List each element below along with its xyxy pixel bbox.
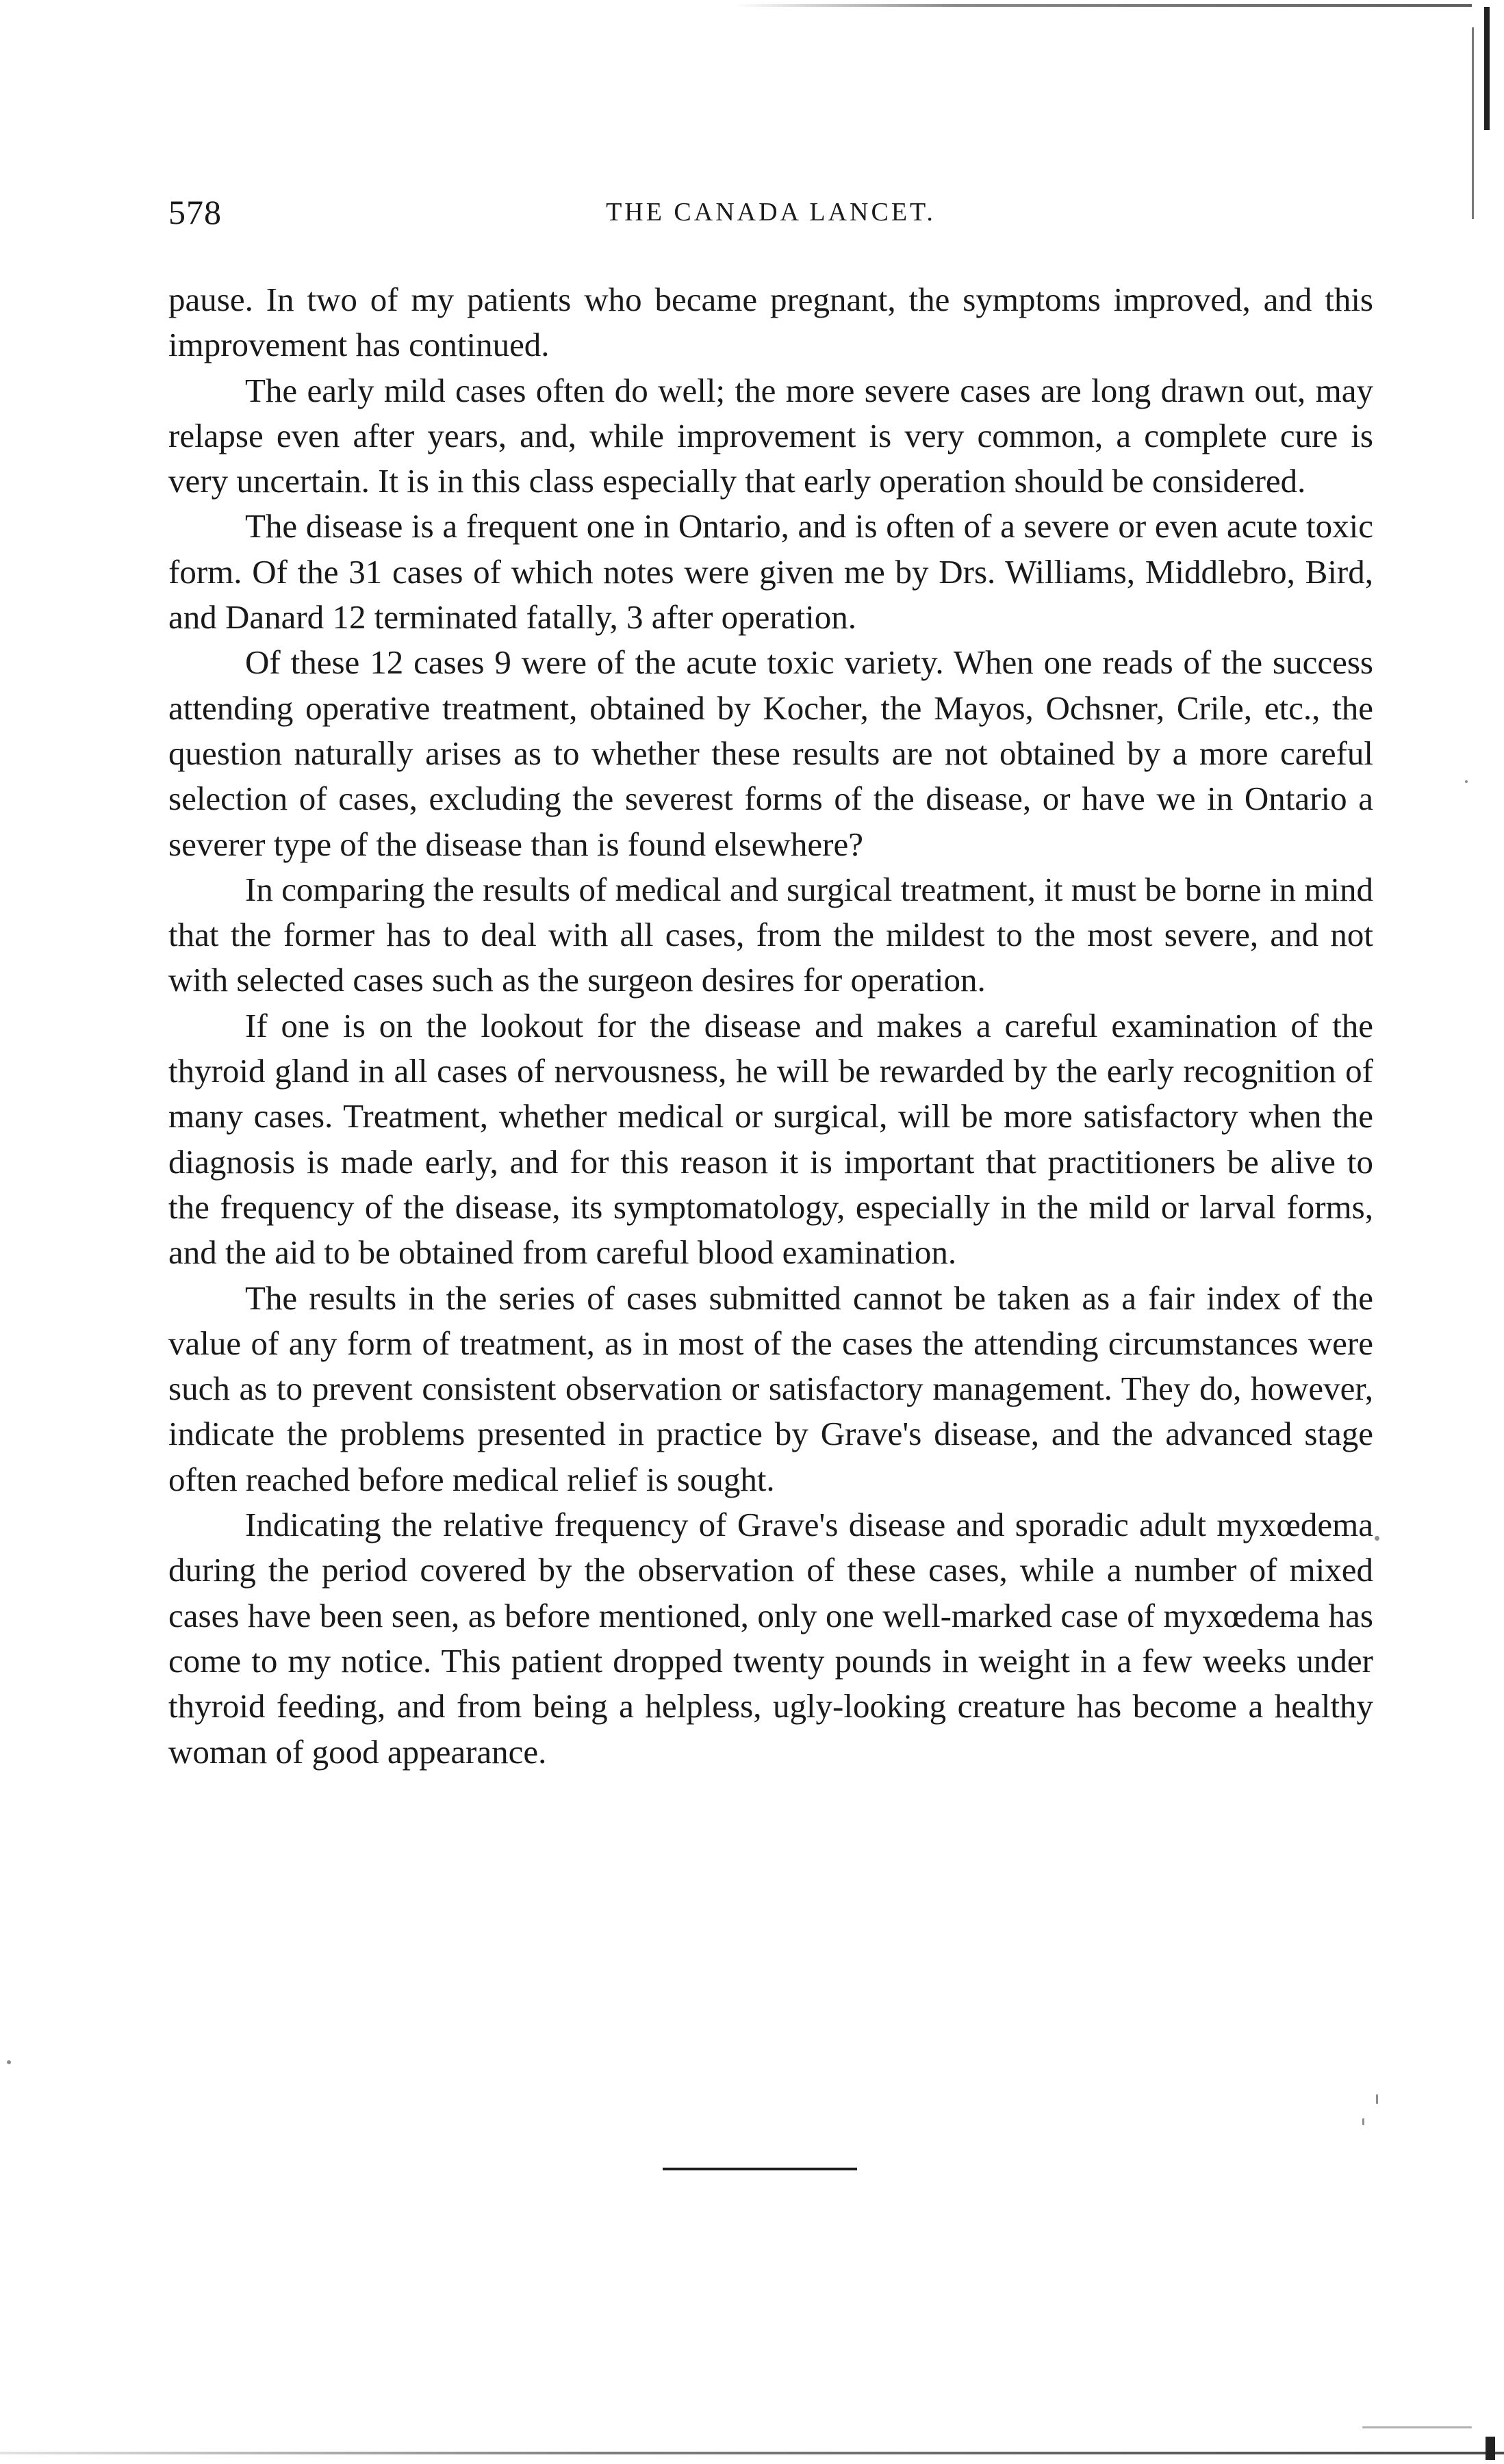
paragraph-8: Indicating the relative frequency of Grave's disease and sporadic adult myxœdema during the period covered by the observation of these cases, while a number of mixed cases have been seen, as before mentioned, only one well-marked case of myxœdema has come to my notice. This patient dropped twenty pounds in weight in a few weeks under thyroid feeding, and from being a helpless, ugly-looking creature has become a healthy woman of good appearance.	[168, 1506, 1373, 1771]
scan-speck	[1362, 2118, 1364, 2125]
scan-edge-right	[1484, 7, 1490, 130]
scan-speck	[7, 2060, 11, 2064]
scan-edge-bottom	[0, 2452, 1504, 2454]
page-number: 578	[168, 193, 222, 231]
scan-edge-corner	[1486, 2437, 1495, 2460]
scan-speck	[1375, 1536, 1379, 1541]
scan-speck	[1465, 780, 1468, 783]
paragraph-6: If one is on the lookout for the disease and makes a careful examination of the thyroid gland in all cases of nervousness, he will be rewarded by the early recognition of many cases. Treatment, whether medical or surgical, will be more satisfactory when the diagnosis is made early, and for this reason it is important that practitioners be alive to the frequency of the disease, its symptomatology, especially in the mild or larval forms, and the aid to be obtained from careful blood examination.	[168, 1006, 1373, 1272]
scan-edge-right-thin	[1472, 27, 1474, 219]
scan-speck	[1376, 2094, 1378, 2104]
paragraph-2: The early mild cases often do well; the more severe cases are long drawn out, may relapse even after years, and, while improvement is very common, a complete cure is very uncertain. It is in this class especially that early operation should be considered.	[168, 371, 1373, 500]
paragraph-4: Of these 12 cases 9 were of the acute toxic variety. When one reads of the success attending operative treatment, obtained by Kocher, the Mayos, Ochsner, Crile, etc., the question naturally arises as to whether these results are not obtained by a more careful selection of cases, excluding the severest forms of the disease, or have we in Ontario a severer type of the disease than is found elsewhere?	[168, 643, 1373, 863]
paragraph-3: The disease is a frequent one in Ontario, and is often of a severe or even acute toxic form. Of the 31 cases of which notes were given me by Drs. Williams, Middlebro, Bird, and Danard 12 terminated fatally, 3 after operation.	[168, 507, 1373, 637]
scan-edge-top	[732, 4, 1472, 7]
running-head: THE CANADA LANCET.	[606, 198, 936, 227]
paragraph-5: In comparing the results of medical and surgical treatment, it must be borne in mind that the former has to deal with all cases, from the mildest to the most severe, and not with selected cases such as the surgeon desires for operation.	[168, 870, 1373, 999]
paragraph-1: pause. In two of my patients who became pregnant, the symptoms improved, and this improvement has continued.	[168, 281, 1373, 364]
article-body	[168, 277, 1373, 1775]
paragraph-7: The results in the series of cases submitted cannot be taken as a fair index of the value of any form of treatment, as in most of the cases the attending circumstances were such as to prevent consistent observation or satisfactory management. They do, however, indicate the problems presented in practice by Grave's disease, and the advanced stage often reached before medical relief is sought.	[168, 1279, 1373, 1498]
page-header	[168, 185, 1373, 240]
article-end-rule	[663, 2168, 857, 2170]
scan-speck	[1362, 2426, 1472, 2428]
